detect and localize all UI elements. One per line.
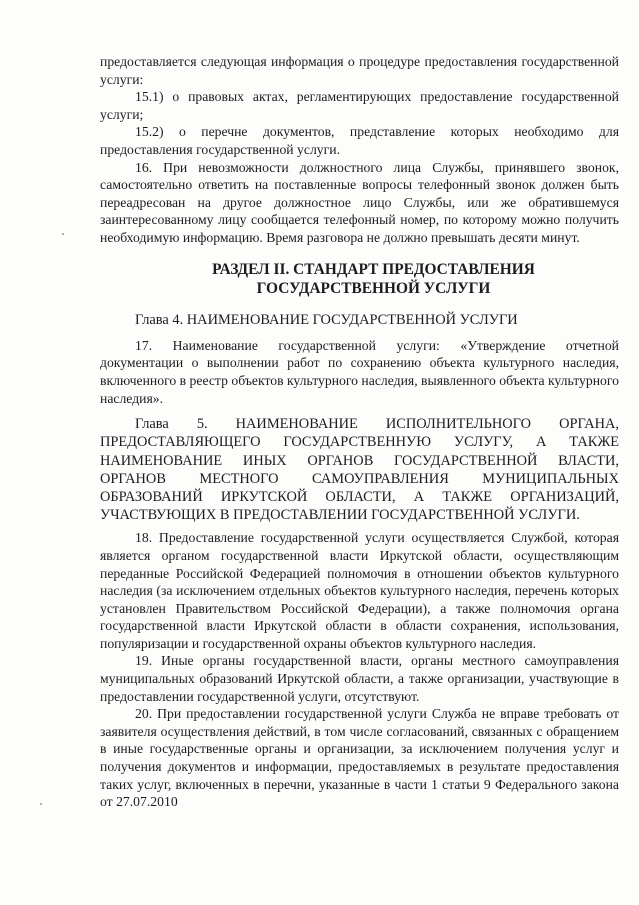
section-heading — [100, 260, 619, 298]
section-heading-line-2: ГОСУДАРСТВЕННОЙ УСЛУГИ — [256, 279, 491, 297]
list-item-15-1: 15.1) о правовых актах, регламентирующих предоставление государственной услуги; — [100, 89, 619, 122]
chapter-5-title: Глава 5. НАИМЕНОВАНИЕ ИСПОЛНИТЕЛЬНОГО ОРГАНА, ПРЕДОСТАВЛЯЮЩЕГО ГОСУДАРСТВЕННУЮ УСЛУГУ, А ТАКЖЕ НАИМЕНОВАНИЕ ИНЫХ ОРГАНОВ ГОСУДАРСТВЕННОЙ ВЛАСТИ, ОРГАНОВ МЕСТНОГО САМОУПРАВЛЕНИЯ МУНИЦИПАЛЬНЫХ ОБРАЗОВАНИЙ ИРКУТСКОЙ ОБЛАСТИ, А ТАКЖЕ ОРГАНИЗАЦИЙ, УЧАСТВУЮЩИХ В ПРЕДОСТАВЛЕНИИ ГОСУДАРСТВЕННОЙ УСЛУГИ. — [100, 416, 619, 524]
paragraph-17: 17. Наименование государственной услуги: «Утверждение отчетной документации о выполнении работ по сохранению объекта культурного наследия, включенного в реестр объектов культурного наследия, выявленного объекта культурного наследия». — [100, 337, 619, 406]
paragraph-19: 19. Иные органы государственной власти, органы местного самоуправления муниципальных образований Иркутской области, а также организации, участвующие в предоставлении государственной услуги, отсутствуют. — [100, 653, 619, 704]
scan-speck — [62, 233, 64, 235]
list-item-15-2: 15.2) о перечне документов, представление которых необходимо для предоставления государственной услуги. — [100, 124, 619, 157]
paragraph-20: 20. При предоставлении государственной услуги Служба не вправе требовать от заявителя осуществления действий, в том числе согласований, связанных с обращением в иные государственные органы и организации, за исключением получения услуг и получения документов и информации, предоставляемых в результате предоставления таких услуг, включенных в перечни, указанные в части 1 статьи 9 Федерального закона от 27.07.2010 — [100, 706, 619, 810]
paragraph-18: 18. Предоставление государственной услуги осуществляется Службой, которая является органом государственной власти Иркутской области, осуществляющим переданные Российской Федерацией полномочия в отношении объектов культурного наследия (за исключением отдельных объектов культурного наследия, перечень которых установлен Правительством Российской Федерации), а также полномочия органа государственной власти Иркутской области в области сохранения, использования, популяризации и государственной охраны объектов культурного наследия. — [100, 530, 619, 651]
section-heading-line-1: РАЗДЕЛ II. СТАНДАРТ ПРЕДОСТАВЛЕНИЯ — [212, 260, 535, 278]
intro-paragraph: предоставляется следующая информация о процедуре предоставления государственной услуги: — [100, 54, 619, 87]
document-body — [100, 53, 619, 811]
paragraph-16: 16. При невозможности должностного лица Службы, принявшего звонок, самостоятельно ответить на поставленные вопросы телефонный звонок должен быть переадресован на другое должностное лицо Службы, или же обратившемуся заинтересованному лицу сообщается телефонный номер, по которому можно получить необходимую информацию. Время разговора не должно превышать десяти минут. — [100, 159, 619, 245]
chapter-4-title: Глава 4. НАИМЕНОВАНИЕ ГОСУДАРСТВЕННОЙ УСЛУГИ — [135, 311, 518, 328]
scan-speck — [40, 803, 42, 805]
